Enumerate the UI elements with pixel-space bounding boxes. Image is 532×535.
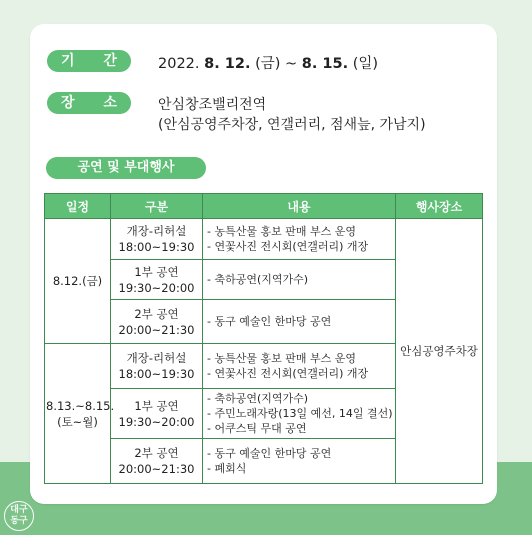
type-cell: 개장-리허설 18:00~19:30 bbox=[111, 219, 203, 260]
header-venue: 행사장소 bbox=[396, 194, 483, 219]
header-content: 내용 bbox=[203, 194, 396, 219]
schedule-table bbox=[44, 193, 483, 484]
place-line2: (안심공영주차장, 연갤러리, 점새늪, 가남지) bbox=[158, 117, 426, 133]
table-row bbox=[45, 219, 483, 260]
type-cell: 개장-리허설 18:00~19:30 bbox=[111, 344, 203, 389]
content-cell: - 동구 예술인 한마당 공연 - 폐회식 bbox=[203, 439, 396, 484]
date-cell: 8.13.~8.15. (토~월) bbox=[45, 344, 111, 484]
content-cell: - 축하공연(지역가수) bbox=[203, 260, 396, 300]
period-label: 기 간 bbox=[47, 50, 131, 72]
content-cell: - 축하공연(지역가수) - 주민노래자랑(13일 예선, 14일 결선) - 어쿠스틱 무대 공연 bbox=[203, 389, 396, 439]
content-cell: - 동구 예술인 한마당 공연 bbox=[203, 300, 396, 344]
district-logo bbox=[4, 501, 34, 531]
place-line1: 안심창조밸리전역 bbox=[158, 97, 267, 113]
type-cell: 2부 공연 20:00~21:30 bbox=[111, 300, 203, 344]
events-section-label: 공연 및 부대행사 bbox=[46, 157, 206, 179]
type-cell: 1부 공연 19:30~20:00 bbox=[111, 260, 203, 300]
type-cell: 1부 공연 19:30~20:00 bbox=[111, 389, 203, 439]
place-label: 장 소 bbox=[47, 92, 131, 114]
content-cell: - 농특산물 홍보 판매 부스 운영 - 연꽃사진 전시회(연갤러리) 개장 bbox=[203, 344, 396, 389]
type-cell: 2부 공연 20:00~21:30 bbox=[111, 439, 203, 484]
header-type: 구분 bbox=[111, 194, 203, 219]
table-header-row bbox=[45, 194, 483, 219]
content-cell: - 농특산물 홍보 판매 부스 운영 - 연꽃사진 전시회(연갤러리) 개장 bbox=[203, 219, 396, 260]
period-value: 2022. 8. 12. (금) ~ 8. 15. (일) bbox=[158, 56, 379, 72]
venue-cell: 안심공영주차장 bbox=[396, 219, 483, 484]
logo-text: 대구 동구 bbox=[10, 505, 28, 526]
date-cell: 8.12.(금) bbox=[45, 219, 111, 344]
header-date: 일정 bbox=[45, 194, 111, 219]
